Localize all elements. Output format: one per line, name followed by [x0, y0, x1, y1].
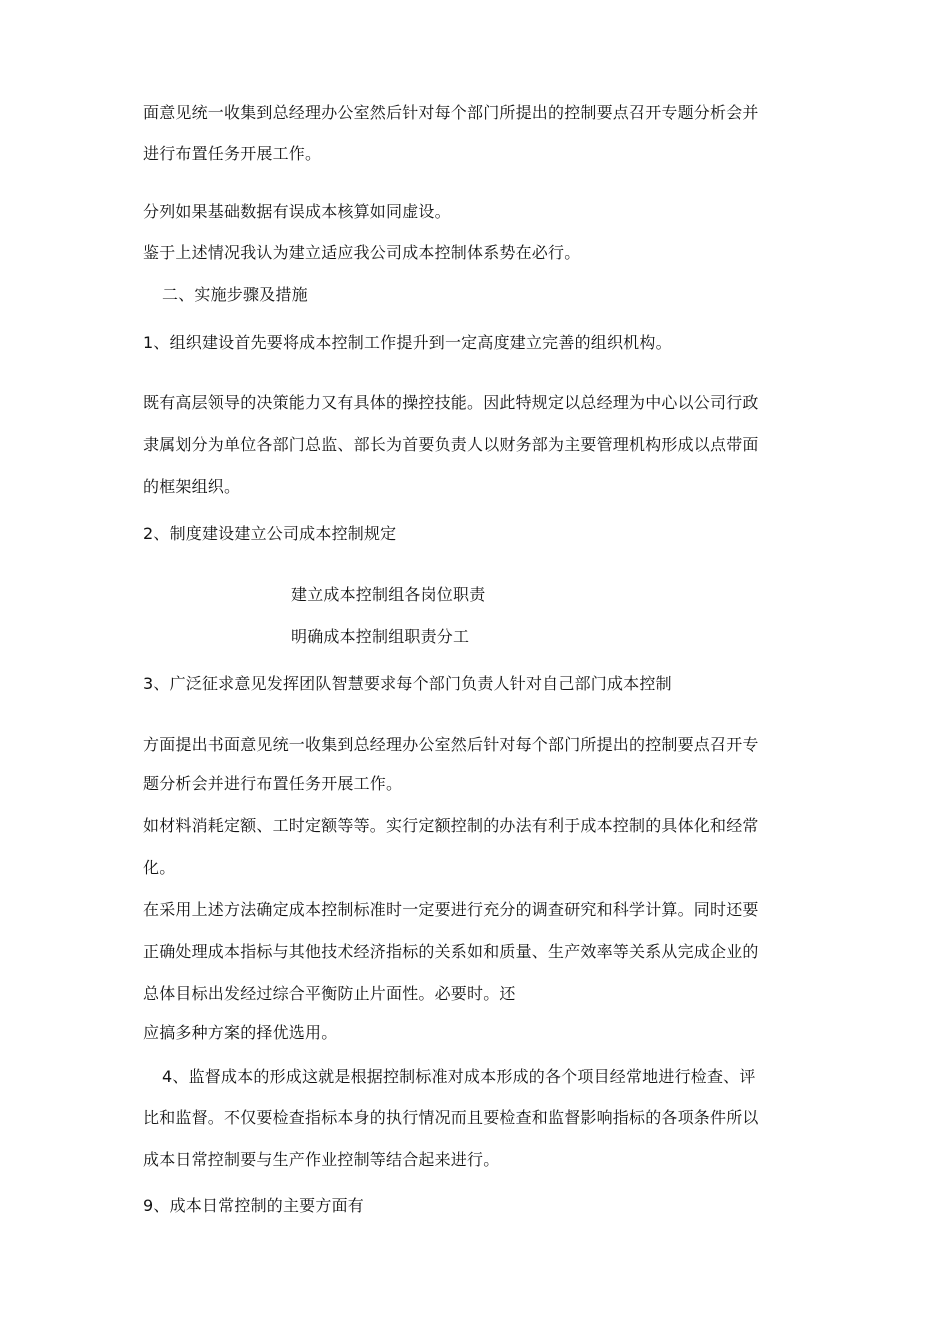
paragraph-line: 9、成本日常控制的主要方面有 [143, 1196, 364, 1215]
paragraph-line: 鉴于上述情况我认为建立适应我公司成本控制体系势在必行。 [143, 243, 581, 262]
section-heading: 二、实施步骤及措施 [162, 285, 308, 304]
paragraph-line: 如材料消耗定额、工时定额等等。实行定额控制的办法有利于成本控制的具体化和经常 [143, 816, 759, 835]
paragraph-line: 面意见统一收集到总经理办公室然后针对每个部门所提出的控制要点召开专题分析会并 [143, 103, 759, 122]
paragraph-line: 化。 [143, 858, 176, 877]
paragraph-line: 2、制度建设建立公司成本控制规定 [143, 524, 397, 543]
paragraph-line: 比和监督。不仅要检查指标本身的执行情况而且要检查和监督影响指标的各项条件所以 [143, 1108, 759, 1127]
paragraph-line: 分列如果基础数据有误成本核算如同虚设。 [143, 202, 451, 221]
paragraph-line: 题分析会并进行布置任务开展工作。 [143, 774, 403, 793]
paragraph-line: 4、监督成本的形成这就是根据控制标准对成本形成的各个项目经常地进行检查、评 [162, 1067, 756, 1086]
paragraph-line: 正确处理成本指标与其他技术经济指标的关系如和质量、生产效率等关系从完成企业的 [143, 942, 759, 961]
paragraph-line: 的框架组织。 [143, 477, 241, 496]
paragraph-line: 进行布置任务开展工作。 [143, 144, 322, 163]
paragraph-line: 总体目标出发经过综合平衡防止片面性。必要时。还 [143, 984, 516, 1003]
indented-item: 明确成本控制组职责分工 [291, 627, 470, 646]
paragraph-line: 既有高层领导的决策能力又有具体的操控技能。因此特规定以总经理为中心以公司行政 [143, 393, 759, 412]
paragraph-line: 隶属划分为单位各部门总监、部长为首要负责人以财务部为主要管理机构形成以点带面 [143, 435, 759, 454]
paragraph-line: 1、组织建设首先要将成本控制工作提升到一定高度建立完善的组织机构。 [143, 333, 672, 352]
paragraph-line: 成本日常控制要与生产作业控制等结合起来进行。 [143, 1150, 500, 1169]
paragraph-line: 3、广泛征求意见发挥团队智慧要求每个部门负责人针对自己部门成本控制 [143, 674, 672, 693]
paragraph-line: 在采用上述方法确定成本控制标准时一定要进行充分的调查研究和科学计算。同时还要 [143, 900, 759, 919]
paragraph-line: 方面提出书面意见统一收集到总经理办公室然后针对每个部门所提出的控制要点召开专 [143, 735, 759, 754]
paragraph-line: 应搞多种方案的择优选用。 [143, 1023, 338, 1042]
indented-item: 建立成本控制组各岗位职责 [291, 585, 486, 604]
